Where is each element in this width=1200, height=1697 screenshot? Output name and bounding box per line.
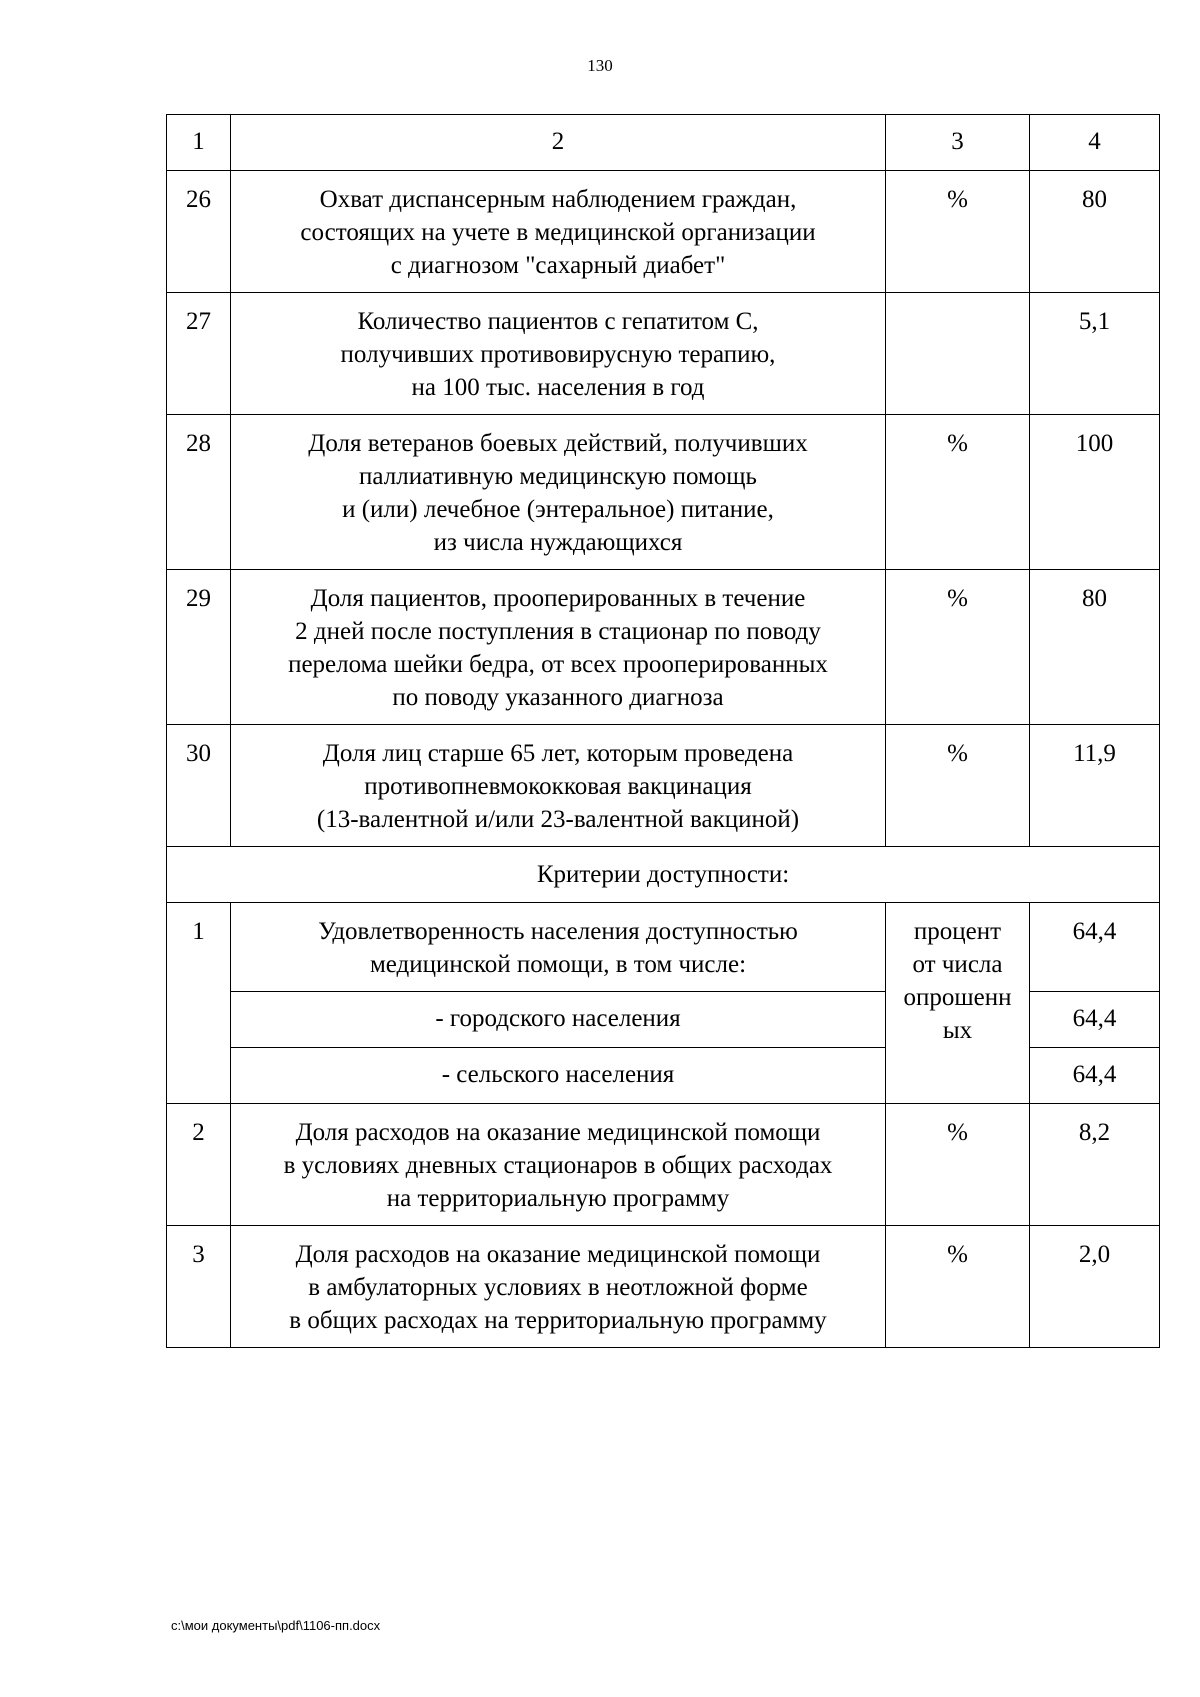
- description-line: (13-валентной и/или 23-валентной вакциной): [316, 806, 800, 833]
- subrow-value: 64,4: [1030, 992, 1160, 1048]
- description-line: Удовлетворенность населения доступностью: [318, 918, 798, 945]
- description-line: и (или) лечебное (энтеральное) питание,: [342, 496, 774, 523]
- row-value: 64,4: [1030, 903, 1160, 992]
- row-description: [231, 725, 886, 847]
- description-line: медицинской помощи, в том числе:: [369, 951, 747, 978]
- row-value: 8,2: [1030, 1104, 1160, 1226]
- description-line: на 100 тыс. населения в год: [411, 374, 705, 401]
- table-header-row: [167, 115, 1160, 171]
- row-number: 28: [167, 415, 231, 570]
- table-row: [167, 570, 1160, 725]
- row-unit: [886, 903, 1030, 1104]
- description-line: Количество пациентов с гепатитом С,: [357, 308, 759, 335]
- subrow-label: - сельского населения: [231, 1048, 886, 1104]
- section-title: Критерии доступности:: [167, 847, 1160, 903]
- row-description: [231, 570, 886, 725]
- subrow-value: 64,4: [1030, 1048, 1160, 1104]
- description-line: Доля лиц старше 65 лет, которым проведена: [322, 740, 794, 767]
- unit-line: от числа: [912, 951, 1003, 978]
- table-row: [167, 725, 1160, 847]
- footer-file-path: c:\мои документы\pdf\1106-пп.docx: [171, 1618, 381, 1633]
- row-number: 29: [167, 570, 231, 725]
- row-unit: %: [886, 1104, 1030, 1226]
- header-col-4: 4: [1030, 115, 1160, 171]
- description-line: Доля расходов на оказание медицинской помощи: [295, 1119, 821, 1146]
- description-line: перелома шейки бедра, от всех прооперированных: [288, 651, 828, 678]
- row-number: 27: [167, 293, 231, 415]
- subrow-label: - городского населения: [231, 992, 886, 1048]
- row-value: 2,0: [1030, 1226, 1160, 1348]
- row-number: 3: [167, 1226, 231, 1348]
- indicators-table: [166, 114, 1160, 1348]
- row-unit: %: [886, 415, 1030, 570]
- description-line: 2 дней после поступления в стационар по поводу: [295, 618, 821, 645]
- row-description: [231, 903, 886, 992]
- row-value: 80: [1030, 171, 1160, 293]
- row-value: 80: [1030, 570, 1160, 725]
- row-value: 100: [1030, 415, 1160, 570]
- unit-line: опрошенн: [903, 984, 1012, 1011]
- header-col-3: 3: [886, 115, 1030, 171]
- unit-line: ых: [942, 1017, 973, 1044]
- description-line: Доля расходов на оказание медицинской помощи: [295, 1241, 821, 1268]
- row-unit: [886, 293, 1030, 415]
- description-line: из числа нуждающихся: [433, 529, 683, 556]
- description-line: состоящих на учете в медицинской организации: [300, 219, 816, 246]
- description-line: Доля пациентов, прооперированных в течение: [310, 585, 806, 612]
- table-row: [167, 171, 1160, 293]
- table-row: [167, 1104, 1160, 1226]
- row-unit: %: [886, 171, 1030, 293]
- header-col-2: 2: [231, 115, 886, 171]
- table-row: [167, 415, 1160, 570]
- row-value: 11,9: [1030, 725, 1160, 847]
- description-line: в условиях дневных стационаров в общих расходах: [283, 1152, 833, 1179]
- row-description: [231, 293, 886, 415]
- row-unit: %: [886, 725, 1030, 847]
- description-line: с диагнозом "сахарный диабет": [390, 252, 726, 279]
- description-line: на территориальную программу: [386, 1185, 730, 1212]
- row-unit: %: [886, 570, 1030, 725]
- description-line: противопневмококковая вакцинация: [364, 773, 752, 800]
- row-description: [231, 1104, 886, 1226]
- table-row: [167, 903, 1160, 992]
- description-line: Охват диспансерным наблюдением граждан,: [319, 186, 797, 213]
- description-line: Доля ветеранов боевых действий, получивших: [308, 430, 808, 457]
- row-number: 2: [167, 1104, 231, 1226]
- header-col-1: 1: [167, 115, 231, 171]
- description-line: по поводу указанного диагноза: [392, 684, 724, 711]
- row-number: 1: [167, 903, 231, 1104]
- table-row: [167, 293, 1160, 415]
- row-description: [231, 415, 886, 570]
- description-line: получивших противовирусную терапию,: [340, 341, 776, 368]
- section-row: [167, 847, 1160, 903]
- row-number: 26: [167, 171, 231, 293]
- row-unit: %: [886, 1226, 1030, 1348]
- description-line: в общих расходах на территориальную программу: [289, 1307, 827, 1334]
- page-number: 130: [587, 56, 613, 75]
- description-line: в амбулаторных условиях в неотложной форме: [308, 1274, 808, 1301]
- row-description: [231, 1226, 886, 1348]
- row-value: 5,1: [1030, 293, 1160, 415]
- unit-line: процент: [913, 918, 1002, 945]
- table-row: [167, 1226, 1160, 1348]
- description-line: паллиативную медицинскую помощь: [359, 463, 757, 490]
- row-number: 30: [167, 725, 231, 847]
- row-description: [231, 171, 886, 293]
